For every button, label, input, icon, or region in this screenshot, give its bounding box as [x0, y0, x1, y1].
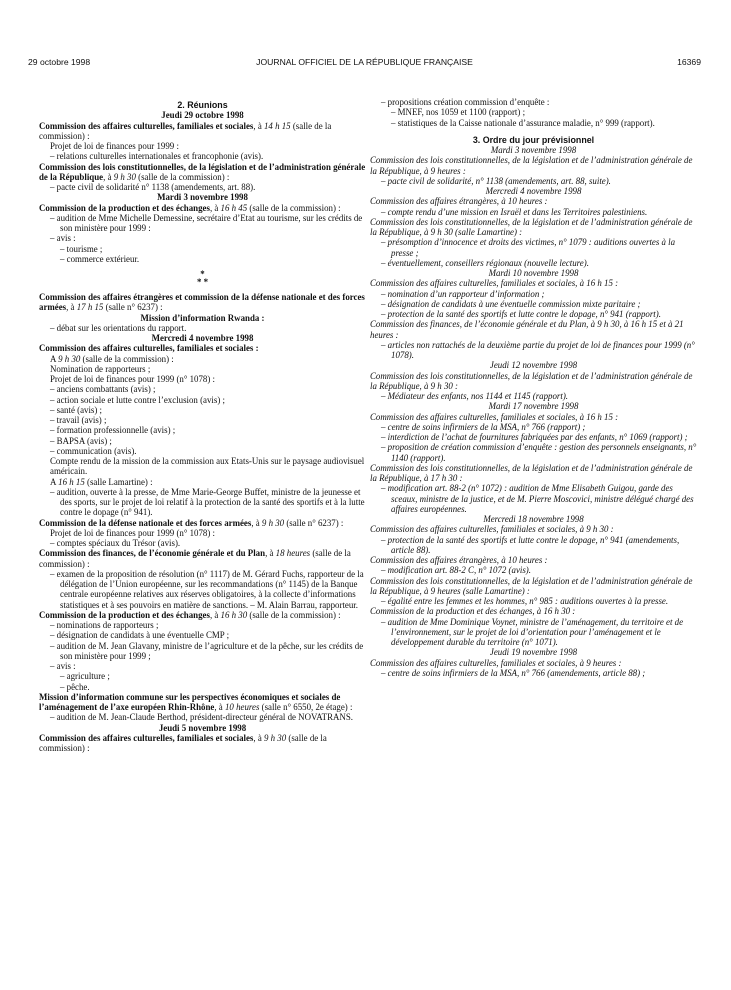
agenda-item: – santé (avis) ; — [50, 404, 103, 415]
agenda-item: – audition de Mme Dominique Voynet, ministre de l’aménagement, du territoire et de l’environnement, sur le projet de loi d’orientation pour l’aménagement et le développement durable du territoire (n° 1071). — [381, 616, 684, 647]
commission-entry: Commission des affaires étrangères, à 10 heures : — [370, 196, 548, 207]
commission-entry: Commission des lois constitutionnelles, de la législation et de l’administration générale de la République, à 9 h 30 (salle Lamartine) : — [370, 216, 693, 237]
date-heading-mardi-10: Mardi 10 novembre 1998 — [488, 268, 579, 278]
commission-entry: Commission des affaires culturelles, familiales et sociales, à 16 h 15 : — [370, 278, 619, 289]
date-heading-mardi-17: Mardi 17 novembre 1998 — [488, 401, 579, 412]
agenda-item: – avis : — [50, 233, 76, 244]
agenda-subitem: – pêche. — [60, 681, 90, 692]
meeting-entry: Mission d’information commune sur les perspectives économiques et sociales de l’aménagement de l’axe européen Rhin-Rhône, à 10 heures (salle n° 6550, 2e étage) : — [39, 691, 353, 712]
commission-entry: Commission des affaires culturelles, familiales et sociales, à 9 h 30 : — [370, 524, 614, 535]
agenda-item: – pacte civil de solidarité, n° 1138 (amendements, art. 88, suite). — [381, 175, 611, 186]
section-reunions-title: 2. Réunions — [177, 100, 228, 110]
meeting-entry: Commission de la production et des échanges, à 16 h 45 (salle de la commission) : — [39, 202, 341, 213]
agenda-item: – désignation de candidats à une éventuelle commission mixte paritaire ; — [381, 298, 641, 309]
agenda-item: Nomination de rapporteurs ; — [50, 363, 151, 374]
agenda-item: – audition, ouverte à la presse, de Mme Marie-George Buffet, ministre de la jeunesse et des sports, sur le projet de loi relatif à la protection de la santé des sportifs et à la lutte contre le dopage (n° 941). — [50, 486, 365, 518]
date-heading-mardi-3: Mardi 3 novembre 1998 — [157, 192, 248, 203]
agenda-subitem: – agriculture ; — [60, 671, 110, 682]
date-heading-mercredi-4: Mercredi 4 novembre 1998 — [151, 333, 254, 343]
agenda-item: – éventuellement, conseillers régionaux (nouvelle lecture). — [381, 257, 589, 268]
meeting-entry: Commission des finances, de l’économie générale et du Plan, à 18 heures (salle de la commission) : — [39, 548, 351, 569]
agenda-item: – audition de Mme Michelle Demessine, secrétaire d’Etat au tourisme, sur les crédits de son ministère pour 1999 : — [50, 212, 363, 233]
agenda-item: – travail (avis) ; — [50, 415, 107, 425]
agenda-item: – formation professionnelle (avis) ; — [50, 425, 176, 436]
agenda-item: – communication (avis). — [50, 445, 137, 456]
page-header — [28, 57, 701, 71]
meeting-entry: Commission des affaires culturelles, familiales et sociales, à 14 h 15 (salle de la commission) : — [39, 120, 332, 141]
agenda-item: – présomption d’innocence et droits des victimes, n° 1079 : auditions ouvertes à la presse ; — [381, 237, 676, 258]
agenda-item: – relations culturelles internationales et francophonie (avis). — [50, 151, 264, 162]
commission-entry: Commission des lois constitutionnelles, de la législation et de l’administration générale de la République, à 9 h 30 : — [370, 370, 693, 391]
date-heading-mardi-3: Mardi 3 novembre 1998 — [490, 145, 577, 155]
commission-entry: Commission des lois constitutionnelles, de la législation et de l’administration générale de la République, à 9 heures : — [370, 155, 693, 176]
agenda-item: – Médiateur des enfants, nos 1144 et 1145 (rapport). — [381, 391, 569, 401]
agenda-item: – nomination d’un rapporteur d’information ; — [381, 288, 545, 299]
mission-title: Mission d’information Rwanda : — [140, 312, 265, 323]
date-heading-mercredi-18: Mercredi 18 novembre 1998 — [483, 514, 584, 524]
agenda-item: – audition de M. Jean-Claude Berthod, président-directeur général de NOVATRANS. — [50, 712, 353, 723]
date-heading-jeudi-12: Jeudi 12 novembre 1998 — [489, 360, 578, 371]
agenda-item: – action sociale et lutte contre l’exclusion (avis) ; — [50, 394, 225, 405]
left-column — [39, 100, 366, 753]
meeting-entry: Commission des affaires culturelles, familiales et sociales, à 9 h 30 (salle de la commission) : — [39, 732, 327, 753]
time-slot: A 9 h 30 (salle de la commission) : — [50, 353, 174, 364]
agenda-item: – débat sur les orientations du rapport. — [50, 322, 187, 333]
agenda-item: Projet de loi de finances pour 1999 (n° 1078) : — [50, 527, 215, 538]
agenda-subitem: – MNEF, nos 1059 et 1100 (rapport) ; — [391, 107, 526, 118]
commission-entry: Commission des affaires étrangères, à 10 heures : — [370, 555, 548, 565]
agenda-item: – audition de M. Jean Glavany, ministre de l’agriculture et de la pêche, sur les crédits de son ministère pour 1999 ; — [50, 640, 364, 661]
page-number: 16369 — [677, 57, 701, 67]
header-date: 29 octobre 1998 — [28, 57, 91, 67]
agenda-item: – examen de la proposition de résolution (n° 1117) de M. Gérard Fuchs, rapporteur de la délégation de l’Union européenne, sur les recommandations (n° 1145) de la Banque centrale européenne relatives aux réserves obligatoires, à la collecte d’informations statistiques et à ses pouvoirs en matière de sanctions. – M. Alain Barrau, rapporteur. — [50, 568, 364, 610]
commission-entry: Commission des lois constitutionnelles, de la législation et de l’administration générale de la République, à 9 heures (salle Lamartine) : — [370, 575, 693, 596]
meeting-entry: Commission des lois constitutionnelles, de la législation et de l’administration générale de la République, à 9 h 30 (salle de la commission) : — [39, 161, 366, 182]
agenda-item: – interdiction de l’achat de fournitures fabriquées par des enfants, n° 1069 (rapport) ; — [381, 432, 688, 442]
commission-name: Commission des affaires culturelles, familiales et sociales : — [39, 343, 259, 354]
agenda-item: – avis : — [50, 661, 76, 671]
meeting-entry: Commission de la production et des échanges, à 16 h 30 (salle de la commission) : — [39, 609, 341, 620]
commission-entry: Commission des finances, de l’économie générale et du Plan, à 9 h 30, à 16 h 15 et à 21 heures : — [370, 319, 684, 340]
date-heading-jeudi-29: Jeudi 29 octobre 1998 — [161, 110, 244, 121]
agenda-item: – anciens combattants (avis) ; — [50, 384, 156, 395]
date-heading-jeudi-5: Jeudi 5 novembre 1998 — [158, 722, 247, 733]
meeting-entry: Commission de la défense nationale et des forces armées, à 9 h 30 (salle n° 6237) : — [39, 517, 344, 528]
agenda-item: – protection de la santé des sportifs et lutte contre le dopage, n° 941 (rapport). — [381, 309, 661, 319]
journal-title: JOURNAL OFFICIEL DE LA RÉPUBLIQUE FRANÇAISE — [256, 57, 473, 67]
agenda-item: – centre de soins infirmiers de la MSA, n° 766 (rapport) ; — [381, 421, 586, 432]
date-heading-mercredi-4: Mercredi 4 novembre 1998 — [485, 186, 582, 196]
commission-entry: Commission des lois constitutionnelles, de la législation et de l’administration générale de la République, à 17 h 30 : — [370, 462, 693, 483]
agenda-item: – proposition de création commission d’enquête : gestion des personnels enseignants, n° 1140 (rapport). — [381, 442, 697, 463]
agenda-item: – modification art. 88-2 (n° 1072) : audition de Mme Elisabeth Guigou, garde des sceaux, ministre de la justice, et de M. Pierre Moscovici, ministre délégué chargé des affaires européennes. — [381, 483, 694, 514]
agenda-item: – modification art. 88-2 C, n° 1072 (avis). — [381, 565, 531, 576]
agenda-item: – centre de soins infirmiers de la MSA, n° 766 (amendements, article 88) ; — [381, 667, 646, 678]
agenda-item: Compte rendu de la mission de la commission aux Etats-Unis sur le paysage audiovisuel américain. — [50, 456, 365, 477]
time-slot: A 16 h 15 (salle Lamartine) : — [50, 476, 153, 487]
agenda-subitem: – tourisme ; — [60, 243, 103, 254]
agenda-item: – protection de la santé des sportifs et lutte contre le dopage, n° 941 (amendements, article 88). — [381, 534, 680, 555]
agenda-item: – compte rendu d’une mission en Israël et dans les Territoires palestiniens. — [381, 206, 648, 217]
agenda-item: Projet de loi de finances pour 1999 (n° 1078) : — [50, 374, 215, 384]
agenda-item: – BAPSA (avis) ; — [50, 435, 112, 446]
agenda-item: – égalité entre les femmes et les hommes, n° 985 : auditions ouvertes à la presse. — [381, 596, 669, 606]
agenda-item: – pacte civil de solidarité n° 1138 (amendements, art. 88). — [50, 182, 256, 192]
agenda-item: – nominations de rapporteurs ; — [50, 620, 159, 630]
right-column — [370, 97, 697, 678]
meeting-entry: Commission des affaires étrangères et commission de la défense nationale et des forces armées, à 17 h 15 (salle n° 6237) : — [39, 292, 365, 313]
agenda-item: – comptes spéciaux du Trésor (avis). — [50, 538, 181, 548]
section-separator-stars: * * * — [196, 269, 209, 287]
section-ordre-du-jour-title: 3. Ordre du jour prévisionnel — [472, 134, 595, 145]
agenda-item: – propositions création commission d’enquête : — [381, 97, 550, 107]
agenda-subitem: – statistiques de la Caisse nationale d’assurance maladie, n° 999 (rapport). — [391, 117, 655, 128]
commission-entry: Commission des affaires culturelles, familiales et sociales, à 9 heures : — [370, 657, 622, 668]
agenda-item: Projet de loi de finances pour 1999 : — [50, 141, 179, 151]
date-heading-jeudi-19: Jeudi 19 novembre 1998 — [489, 647, 578, 658]
agenda-item: – articles non rattachés de la deuxième partie du projet de loi de finances pour 1999 (n° 1078). — [381, 339, 695, 360]
commission-entry: Commission des affaires culturelles, familiales et sociales, à 16 h 15 : — [370, 411, 619, 422]
agenda-subitem: – commerce extérieur. — [60, 253, 140, 264]
agenda-item: – désignation de candidats à une éventuelle CMP ; — [50, 630, 230, 641]
commission-entry: Commission de la production et des échanges, à 16 h 30 : — [370, 606, 576, 617]
